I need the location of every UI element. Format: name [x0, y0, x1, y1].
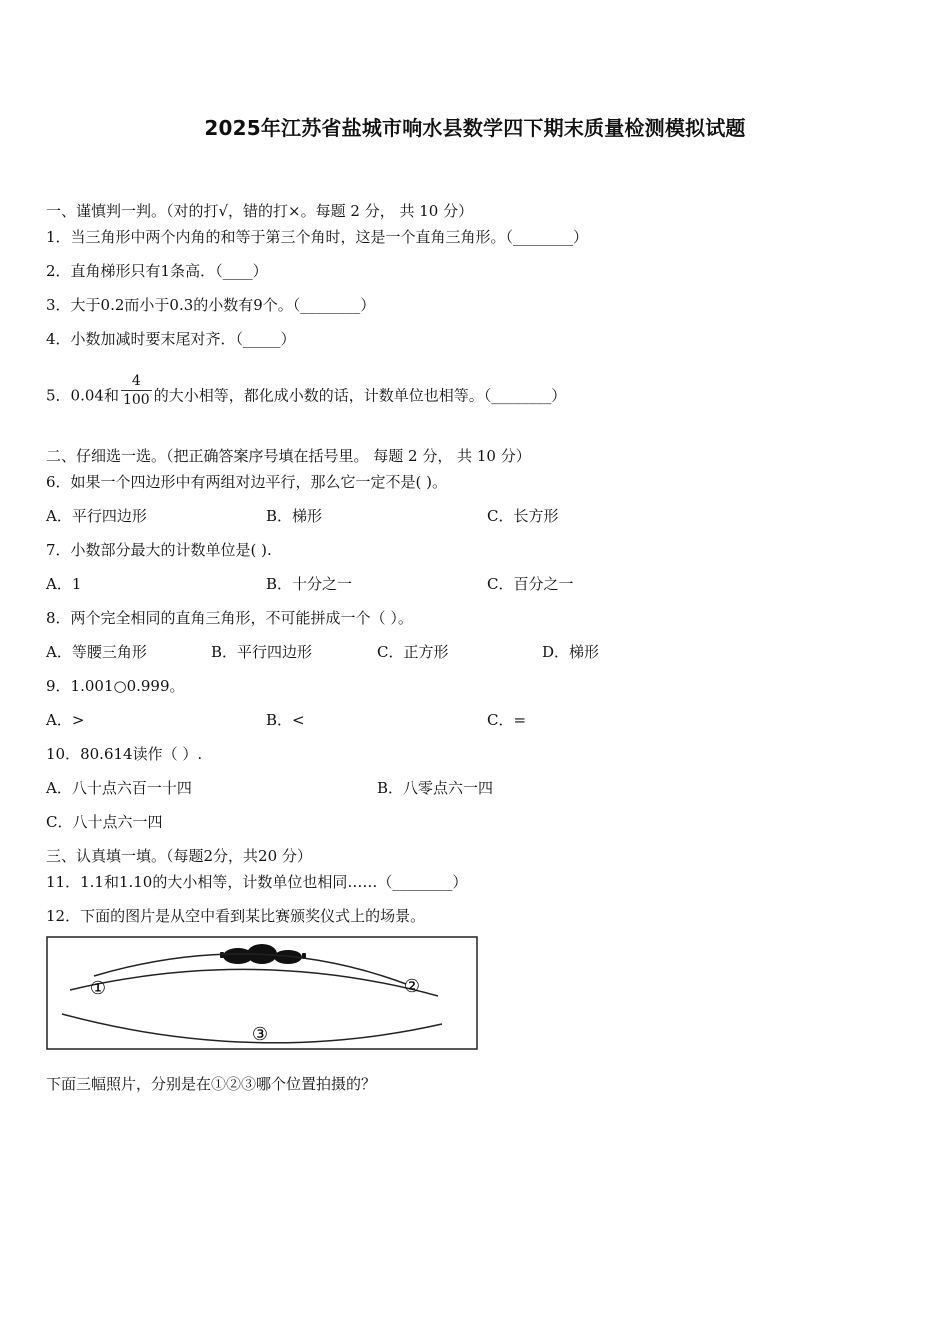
q10-option-a: A．八十点六百一十四 [46, 779, 192, 797]
q6-option-c: C．长方形 [487, 507, 559, 525]
q7-option-c: C．百分之一 [487, 575, 574, 593]
q8-option-a: A．等腰三角形 [46, 643, 147, 661]
question-5-prefix: 5．0.04和 [46, 386, 119, 405]
position-label-1: ① [89, 978, 107, 999]
q10-option-b: B．八零点六一四 [377, 779, 494, 797]
page-title: 2025年江苏省盐城市响水县数学四下期末质量检测模拟试题 [204, 116, 746, 140]
question-5 [46, 373, 567, 415]
q9-option-b: B．< [266, 711, 305, 729]
question-1: 1．当三角形中两个内角的和等于第三个角时，这是一个直角三角形。（________） [46, 228, 589, 246]
section2-header: 二、仔细选一选。（把正确答案序号填在括号里。 每题 2 分， 共 10 分） [46, 447, 531, 465]
question-9: 9．1.001○0.999。 [46, 677, 185, 695]
q7-option-a: A．1 [46, 575, 82, 593]
q7-option-b: B．十分之一 [266, 575, 353, 593]
fraction [121, 372, 152, 409]
question-12-followup: 下面三幅照片，分别是在①②③哪个位置拍摄的？ [46, 1075, 377, 1093]
question-5-suffix: 的大小相等，都化成小数的话，计数单位也相等。（________） [153, 386, 567, 405]
award-ceremony-figure [46, 936, 478, 1050]
question-4: 4．小数加减时要末尾对齐．（_____） [46, 330, 296, 348]
question-2: 2．直角梯形只有1条高．（____） [46, 262, 268, 280]
section3-header: 三、认真填一填。（每题2分，共20 分） [46, 847, 312, 865]
question-8: 8．两个完全相同的直角三角形，不可能拼成一个（ ）。 [46, 609, 413, 627]
position-label-3: ③ [251, 1024, 269, 1045]
question-6: 6．如果一个四边形中有两组对边平行，那么它一定不是( )。 [46, 473, 448, 491]
q9-option-c: C．= [487, 711, 527, 729]
section1-header: 一、谨慎判一判。（对的打√，错的打×。每题 2 分， 共 10 分） [46, 202, 474, 220]
q6-option-a: A．平行四边形 [46, 507, 147, 525]
q8-option-c: C．正方形 [377, 643, 449, 661]
question-10: 10．80.614读作（ ）. [46, 745, 203, 763]
fraction-denominator: 100 [122, 392, 150, 408]
question-3: 3．大于0.2而小于0.3的小数有9个。（________） [46, 296, 376, 314]
position-label-2: ② [403, 976, 421, 997]
question-7: 7．小数部分最大的计数单位是( ). [46, 541, 272, 559]
question-12: 12．下面的图片是从空中看到某比赛颁奖仪式上的场景。 [46, 907, 426, 925]
q10-option-c: C．八十点六一四 [46, 813, 163, 831]
fraction-numerator: 4 [121, 372, 152, 391]
q9-option-a: A．> [46, 711, 85, 729]
q8-option-b: B．平行四边形 [211, 643, 313, 661]
q8-option-d: D．梯形 [542, 643, 600, 661]
q6-option-b: B．梯形 [266, 507, 323, 525]
question-11: 11．1.1和1.10的大小相等，计数单位也相同……（________） [46, 873, 468, 891]
